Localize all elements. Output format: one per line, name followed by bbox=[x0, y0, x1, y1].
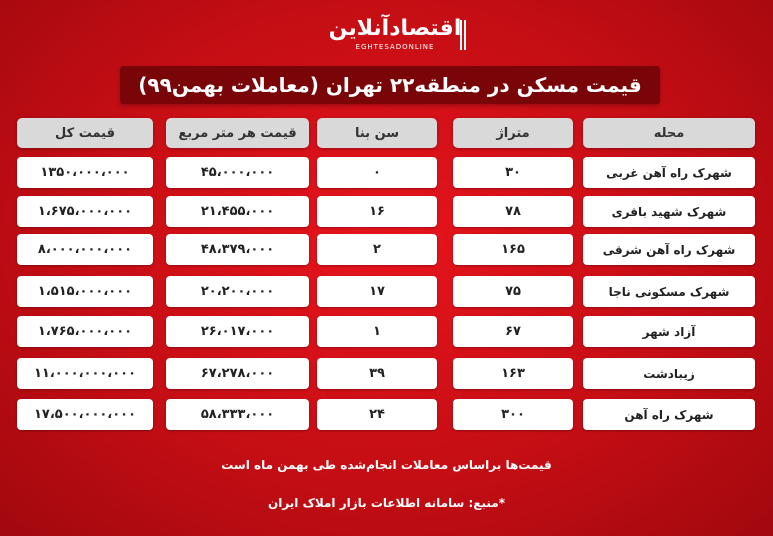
header-mahalle: محله bbox=[583, 118, 755, 148]
logo-text-en: EGHTESADONLINE bbox=[355, 42, 435, 51]
cell-price-total: ۱۳۵۰،۰۰۰،۰۰۰ bbox=[17, 157, 153, 188]
footnote: قیمت‌ها براساس معاملات انجام‌شده طی بهمن ماه است bbox=[221, 458, 552, 472]
cell-sen: ۱۶ bbox=[317, 196, 437, 227]
cell-sen: ۳۹ bbox=[317, 358, 437, 389]
cell-price-total: ۸،۰۰۰،۰۰۰،۰۰۰ bbox=[17, 234, 153, 265]
logo bbox=[330, 8, 460, 58]
logo-text-fa: اقتصادآنلاین bbox=[328, 15, 462, 41]
cell-price-per-meter: ۵۸،۳۳۳،۰۰۰ bbox=[166, 399, 309, 430]
header-sen: سن بنا bbox=[317, 118, 437, 148]
cell-price-per-meter: ۲۱،۴۵۵،۰۰۰ bbox=[166, 196, 309, 227]
cell-price-total: ۱،۵۱۵،۰۰۰،۰۰۰ bbox=[17, 276, 153, 307]
cell-sen: ۱ bbox=[317, 316, 437, 347]
cell-metraj: ۶۷ bbox=[453, 316, 573, 347]
cell-price-total: ۱،۷۶۵،۰۰۰،۰۰۰ bbox=[17, 316, 153, 347]
cell-price-per-meter: ۴۵،۰۰۰،۰۰۰ bbox=[166, 157, 309, 188]
cell-price-per-meter: ۴۸،۳۷۹،۰۰۰ bbox=[166, 234, 309, 265]
header-price-per-meter: قیمت هر متر مربع bbox=[166, 118, 309, 148]
cell-price-per-meter: ۲۰،۲۰۰،۰۰۰ bbox=[166, 276, 309, 307]
cell-metraj: ۳۰ bbox=[453, 157, 573, 188]
cell-mahalle: زیبادشت bbox=[583, 358, 755, 389]
cell-metraj: ۷۸ bbox=[453, 196, 573, 227]
source-note: *منبع: سامانه اطلاعات بازار املاک ایران bbox=[267, 496, 506, 510]
cell-price-per-meter: ۶۷،۲۷۸،۰۰۰ bbox=[166, 358, 309, 389]
page-title: قیمت مسکن در منطقه۲۲ تهران (معاملات بهمن۹۹) bbox=[120, 66, 660, 104]
cell-mahalle: شهرک راه آهن غربی bbox=[583, 157, 755, 188]
cell-metraj: ۳۰۰ bbox=[453, 399, 573, 430]
cell-metraj: ۱۶۳ bbox=[453, 358, 573, 389]
cell-sen: ۲ bbox=[317, 234, 437, 265]
cell-price-total: ۱۷،۵۰۰،۰۰۰،۰۰۰ bbox=[17, 399, 153, 430]
cell-metraj: ۱۶۵ bbox=[453, 234, 573, 265]
cell-price-total: ۱۱،۰۰۰،۰۰۰،۰۰۰ bbox=[17, 358, 153, 389]
cell-mahalle: شهرک شهید باقری bbox=[583, 196, 755, 227]
cell-price-total: ۱،۶۷۵،۰۰۰،۰۰۰ bbox=[17, 196, 153, 227]
cell-mahalle: آزاد شهر bbox=[583, 316, 755, 347]
logo-mark-icon bbox=[460, 20, 466, 50]
cell-sen: ۱۷ bbox=[317, 276, 437, 307]
cell-sen: ۰ bbox=[317, 157, 437, 188]
cell-mahalle: شهرک مسکونی ناجا bbox=[583, 276, 755, 307]
header-metraj: متراژ bbox=[453, 118, 573, 148]
cell-metraj: ۷۵ bbox=[453, 276, 573, 307]
cell-mahalle: شهرک راه آهن شرقی bbox=[583, 234, 755, 265]
cell-sen: ۲۴ bbox=[317, 399, 437, 430]
cell-mahalle: شهرک راه آهن bbox=[583, 399, 755, 430]
header-price-total: قیمت کل bbox=[17, 118, 153, 148]
cell-price-per-meter: ۲۶،۰۱۷،۰۰۰ bbox=[166, 316, 309, 347]
